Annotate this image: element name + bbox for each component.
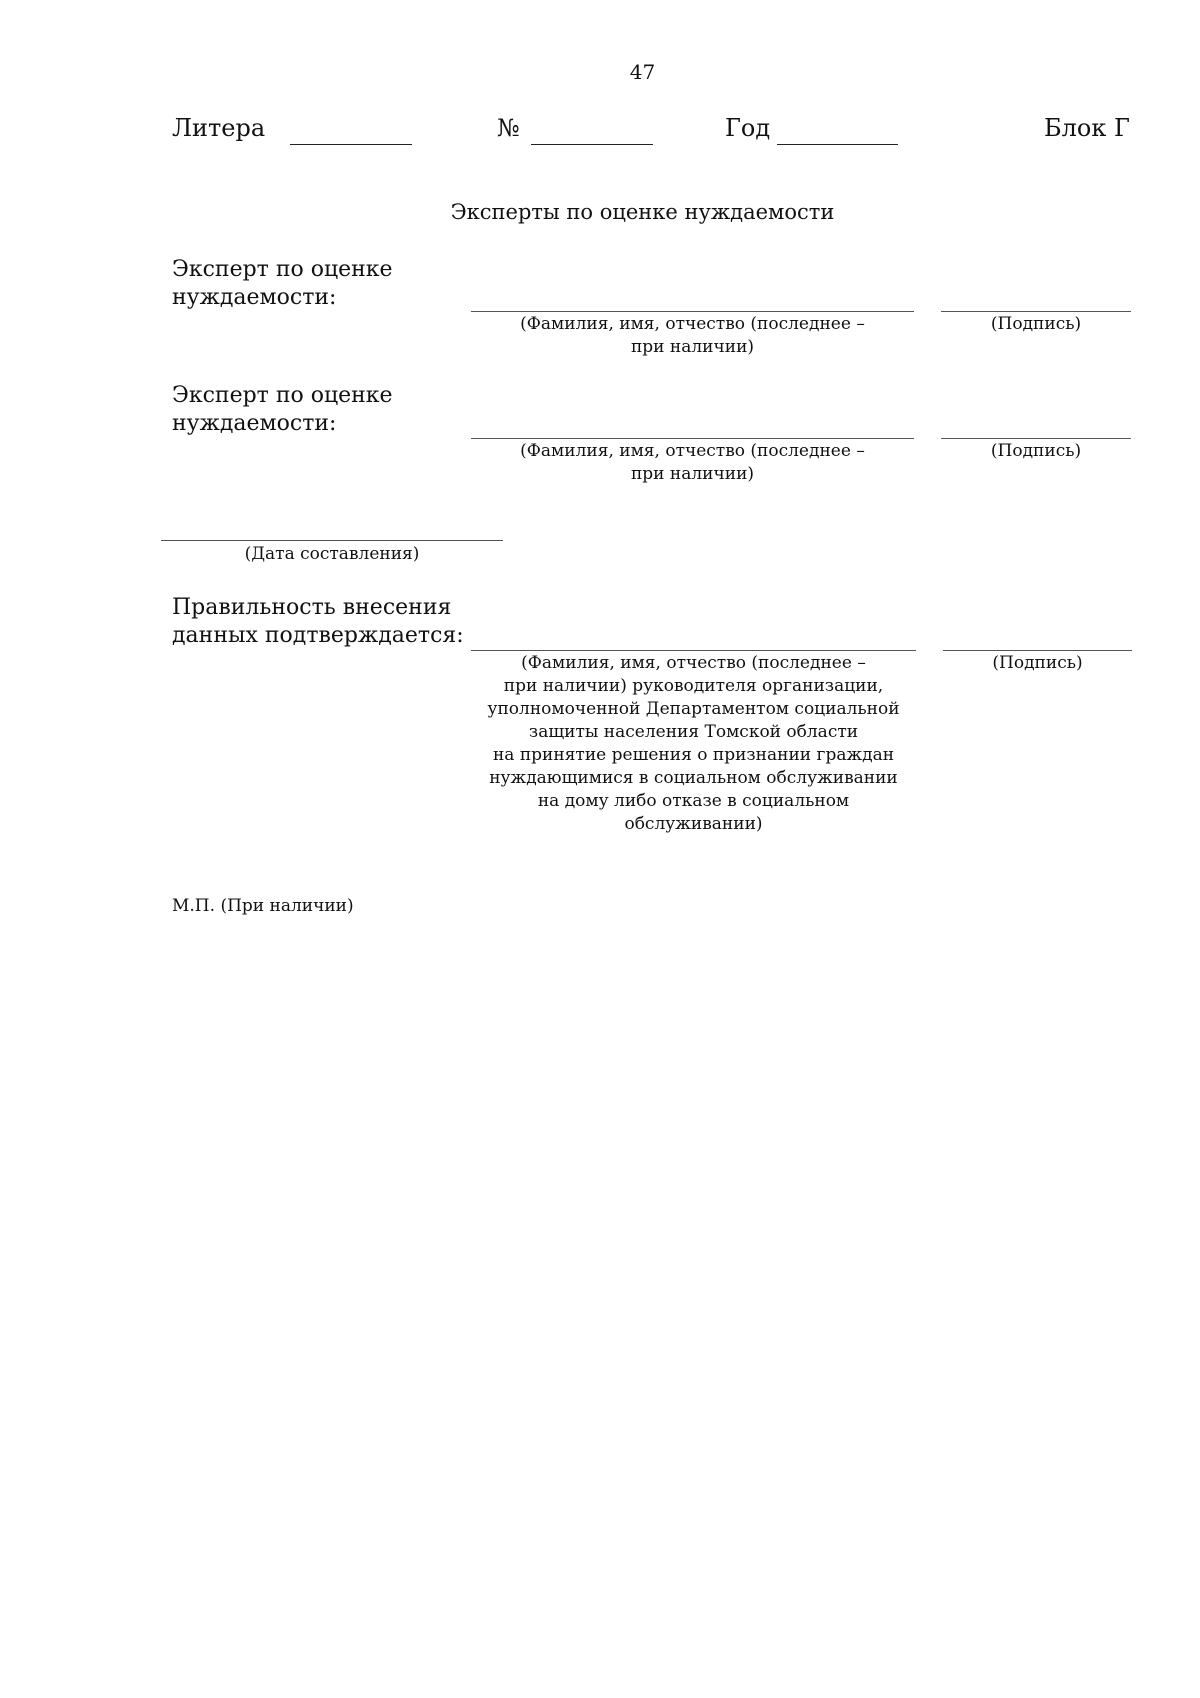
- head-signature-line[interactable]: [943, 650, 1132, 651]
- caption-line: (Фамилия, имя, отчество (последнее –: [520, 314, 865, 334]
- confirmation-label: [172, 594, 464, 650]
- caption-line: уполномоченной Департаментом социальной: [487, 699, 900, 719]
- caption-line: при наличии): [630, 337, 755, 357]
- year-label: Год: [725, 114, 771, 142]
- caption-line: на принятие решения о признании граждан: [492, 745, 895, 765]
- stamp-note: М.П. (При наличии): [172, 896, 354, 916]
- caption-line: при наличии) руководителя организации,: [503, 676, 884, 696]
- date-caption: (Дата составления): [244, 544, 420, 564]
- number-label: №: [497, 114, 520, 142]
- caption-line: на дому либо отказе в социальном: [537, 791, 850, 811]
- section-title: Эксперты по оценке нуждаемости: [450, 200, 835, 224]
- confirmation-label-line: данных подтверждается:: [172, 623, 464, 648]
- caption-line: нуждающимися в социальном обслуживании: [489, 768, 898, 788]
- number-field[interactable]: [531, 144, 653, 145]
- expert-label-1: [172, 256, 393, 312]
- confirmation-label-line: Правильность внесения: [172, 595, 452, 620]
- expert-name-line-1[interactable]: [471, 311, 914, 312]
- expert-label-2: [172, 382, 393, 438]
- expert-signature-line-2[interactable]: [941, 438, 1131, 439]
- date-line[interactable]: [161, 540, 503, 541]
- caption-line: при наличии): [630, 464, 755, 484]
- expert-name-caption-1: [471, 313, 914, 359]
- expert-name-caption-2: [471, 440, 914, 486]
- caption-line: (Фамилия, имя, отчество (последнее –: [521, 653, 866, 673]
- caption-line: (Фамилия, имя, отчество (последнее –: [520, 441, 865, 461]
- caption-line: обслуживании): [624, 814, 763, 834]
- expert-label-line: Эксперт по оценке: [172, 383, 393, 408]
- block-label: Блок Г: [1044, 114, 1130, 142]
- expert-signature-caption-2: (Подпись): [990, 441, 1082, 461]
- expert-label-line: Эксперт по оценке: [172, 257, 393, 282]
- year-field[interactable]: [777, 144, 898, 145]
- litera-label: Литера: [172, 114, 266, 142]
- page-number: 47: [629, 60, 656, 84]
- expert-name-line-2[interactable]: [471, 438, 914, 439]
- head-signature-caption: (Подпись): [992, 653, 1083, 673]
- caption-line: защиты населения Томской области: [528, 722, 859, 742]
- head-name-line[interactable]: [471, 650, 916, 651]
- litera-field[interactable]: [290, 144, 412, 145]
- expert-signature-caption-1: (Подпись): [990, 314, 1082, 334]
- expert-label-line: нуждаемости:: [172, 285, 337, 310]
- expert-label-line: нуждаемости:: [172, 411, 337, 436]
- head-name-caption: [471, 652, 916, 836]
- expert-signature-line-1[interactable]: [941, 311, 1131, 312]
